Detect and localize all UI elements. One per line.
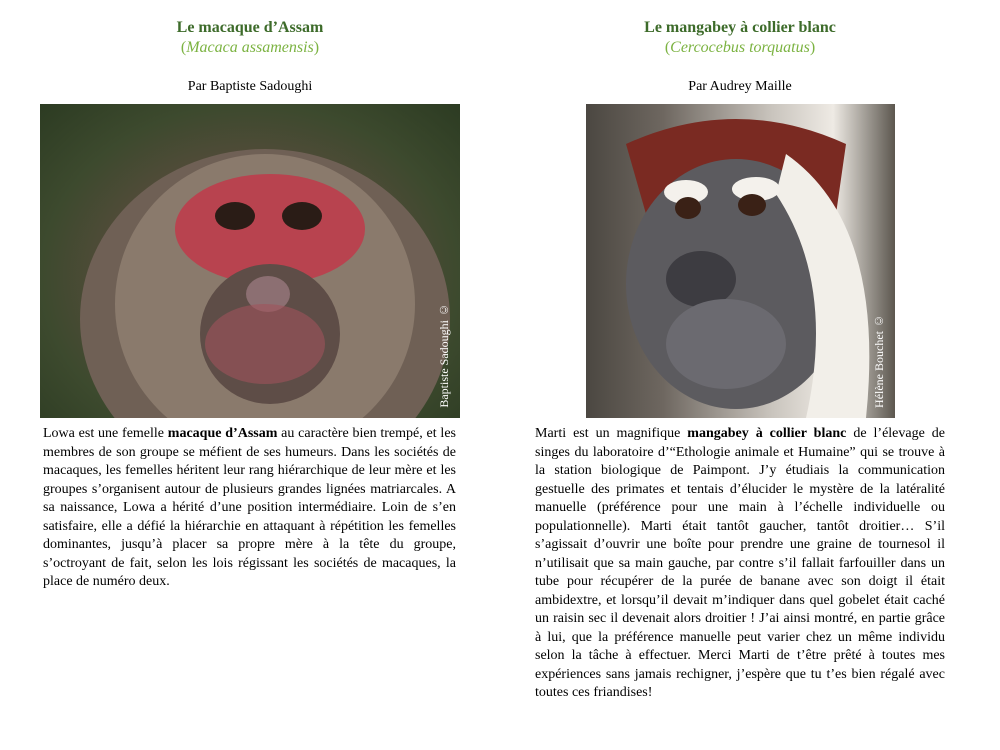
mangabey-text-intro: Marti est un magnifique: [535, 426, 688, 441]
macaque-text-body: au caractère bien trempé, et les membres de son groupe se méfient de ses humeurs. Dans les sociétés de macaques, les femelles héritent leur rang hiérarchique de leur mère et les groupes s’organisent autour de plusieurs grandes lignées matriarcales. A sa naissance, Lowa a hérité d’une position intermédiaire. Loin de s’en satisfaire, elle a défié la hiérarchie en attaquant à répétition les femelles dominantes, jusqu’à placer sa propre mère à la tête du groupe, s’octroyant de fait, selon les lois régissant les sociétés de macaques, la place de numéro deux.: [43, 426, 456, 589]
macaque-scientific-name: [40, 38, 460, 58]
macaque-text-bold: macaque d’Assam: [167, 426, 278, 441]
paren-close: ): [809, 39, 816, 56]
mangabey-text-bold: mangabey à collier blanc: [687, 426, 847, 441]
macaque-title: Le macaque d’Assam: [176, 19, 324, 36]
macaque-description: [43, 425, 456, 592]
mangabey-author: Par Audrey Maille: [688, 79, 792, 94]
macaque-author: Par Baptiste Sadoughi: [187, 79, 313, 94]
mangabey-latin-name: Cercocebus torquatus: [670, 39, 810, 56]
paren-close: ): [313, 39, 320, 56]
macaque-photo: [40, 104, 460, 418]
mangabey-text-body: de l’élevage de singes du laboratoire d’“Ethologie animale et Humaine” qui se trouve à la station biologique de Paimpont. J’y étudiais la communication gestuelle des primates et tentais d’élucider le mystère de la latéralité manuelle (préférence pour une main à l’échelle individuelle ou populationnelle). Marti était tantôt gaucher, tantôt droitier… S’il s’agissait d’ouvrir une boîte pour prendre une graine de tournesol il n’utilisait que sa main gauche, par contre s’il fallait farfouiller dans un tube pour récupérer de la purée de banane avec son doigt il était ambidextre, et lorsqu’il devait m’indiquer dans quel gobelet était caché un raisin sec il devenait alors droitier ! J’ai ainsi montré, en partie grâce à lui, que la préférence manuelle peut varier chez un même individu selon la tâche à effectuer. Merci Marti de t’être prêté à toutes mes expériences sans jamais rechigner, j’espère que tu t’es bien régalé avec toutes ces friandises!: [535, 426, 945, 700]
mangabey-description: [535, 425, 945, 703]
mangabey-photo-credit: Hélène Bouchet ©: [872, 314, 886, 408]
paren-open: (: [664, 39, 671, 56]
mangabey-face-illustration: [586, 104, 895, 418]
mangabey-scientific-name: [535, 38, 945, 58]
paren-open: (: [180, 39, 187, 56]
macaque-latin-name: Macaca assamensis: [186, 39, 314, 56]
macaque-face-illustration: [40, 104, 460, 418]
macaque-text-intro: Lowa est une femelle: [43, 426, 168, 441]
mangabey-title: Le mangabey à collier blanc: [644, 19, 836, 36]
mangabey-photo: [586, 104, 895, 418]
macaque-photo-credit: Baptiste Sadoughi ©: [437, 303, 451, 408]
